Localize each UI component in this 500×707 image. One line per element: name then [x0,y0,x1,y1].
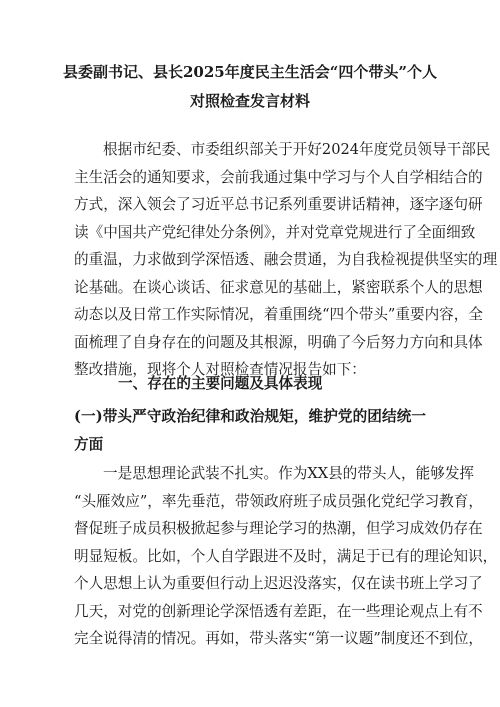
document-title-line-1: 县委副书记、县长2025年度民主生活会“四个带头”个人 [62,63,437,81]
paragraph-line: 个人思想上认为重要但行动上迟迟没落实，仅在读书班上学习了 [74,575,483,592]
paragraph-line: 几天，对党的创新理论学深悟透有差距，在一些理论观点上有不 [74,602,483,620]
paragraph-line: 一是思想理论武装不扎实。作为XX县的带头人，能够发挥 [103,465,475,482]
paragraph-line: 整改措施，现将个人对照检查情况报告如下： [74,361,366,378]
paragraph-line: 论基础。在谈心谈话、征求意见的基础上，紧密联系个人的思想 [74,278,483,296]
paragraph-line: 督促班子成员积极掀起参与理论学习的热潮，但学习成效仍存在 [74,520,483,537]
subsection-heading: (一)带头严守政治纪律和政治规矩，维护党的团结统一方面 [74,408,426,453]
subsection-paragraph [74,460,498,653]
paragraph-line: 根据市纪委、市委组织部关于开好2024年度党员领导干部民 [103,141,491,158]
paragraph-line: 主生活会的通知要求，会前我通过集中学习与个人自学相结合的 [74,168,483,186]
paragraph-line: “头雁效应”，率先垂范，带领政府班子成员强化党纪学习教育， [74,492,483,510]
intro-paragraph [74,136,498,384]
paragraph-line: 完全说得清的情况。再如，带头落实“第一议题”制度还不到位， [74,630,483,647]
section-heading: 一、存在的主要问题及具体表现 [118,375,323,392]
paragraph-line: 的重温，力求做到学深悟透、融会贯通，为自我检视提供坚实的理 [74,251,498,268]
paragraph-line: 读《中国共产党纪律处分条例》，并对党章党规进行了全面细致 [74,223,476,241]
paragraph-line: 面梳理了自身存在的问题及其根源，明确了今后努力方向和具体 [74,333,483,351]
paragraph-line: 动态以及日常工作实际情况，着重围绕“四个带头”重要内容，全 [74,306,483,323]
paragraph-line: 方式，深入领会了习近平总书记系列重要讲话精神，逐字逐句研 [74,196,483,213]
document-title-line-2: 对照检查发言材料 [189,92,310,110]
paragraph-line: 明显短板。比如，个人自学跟进不及时，满足于已有的理论知识， [74,547,498,565]
